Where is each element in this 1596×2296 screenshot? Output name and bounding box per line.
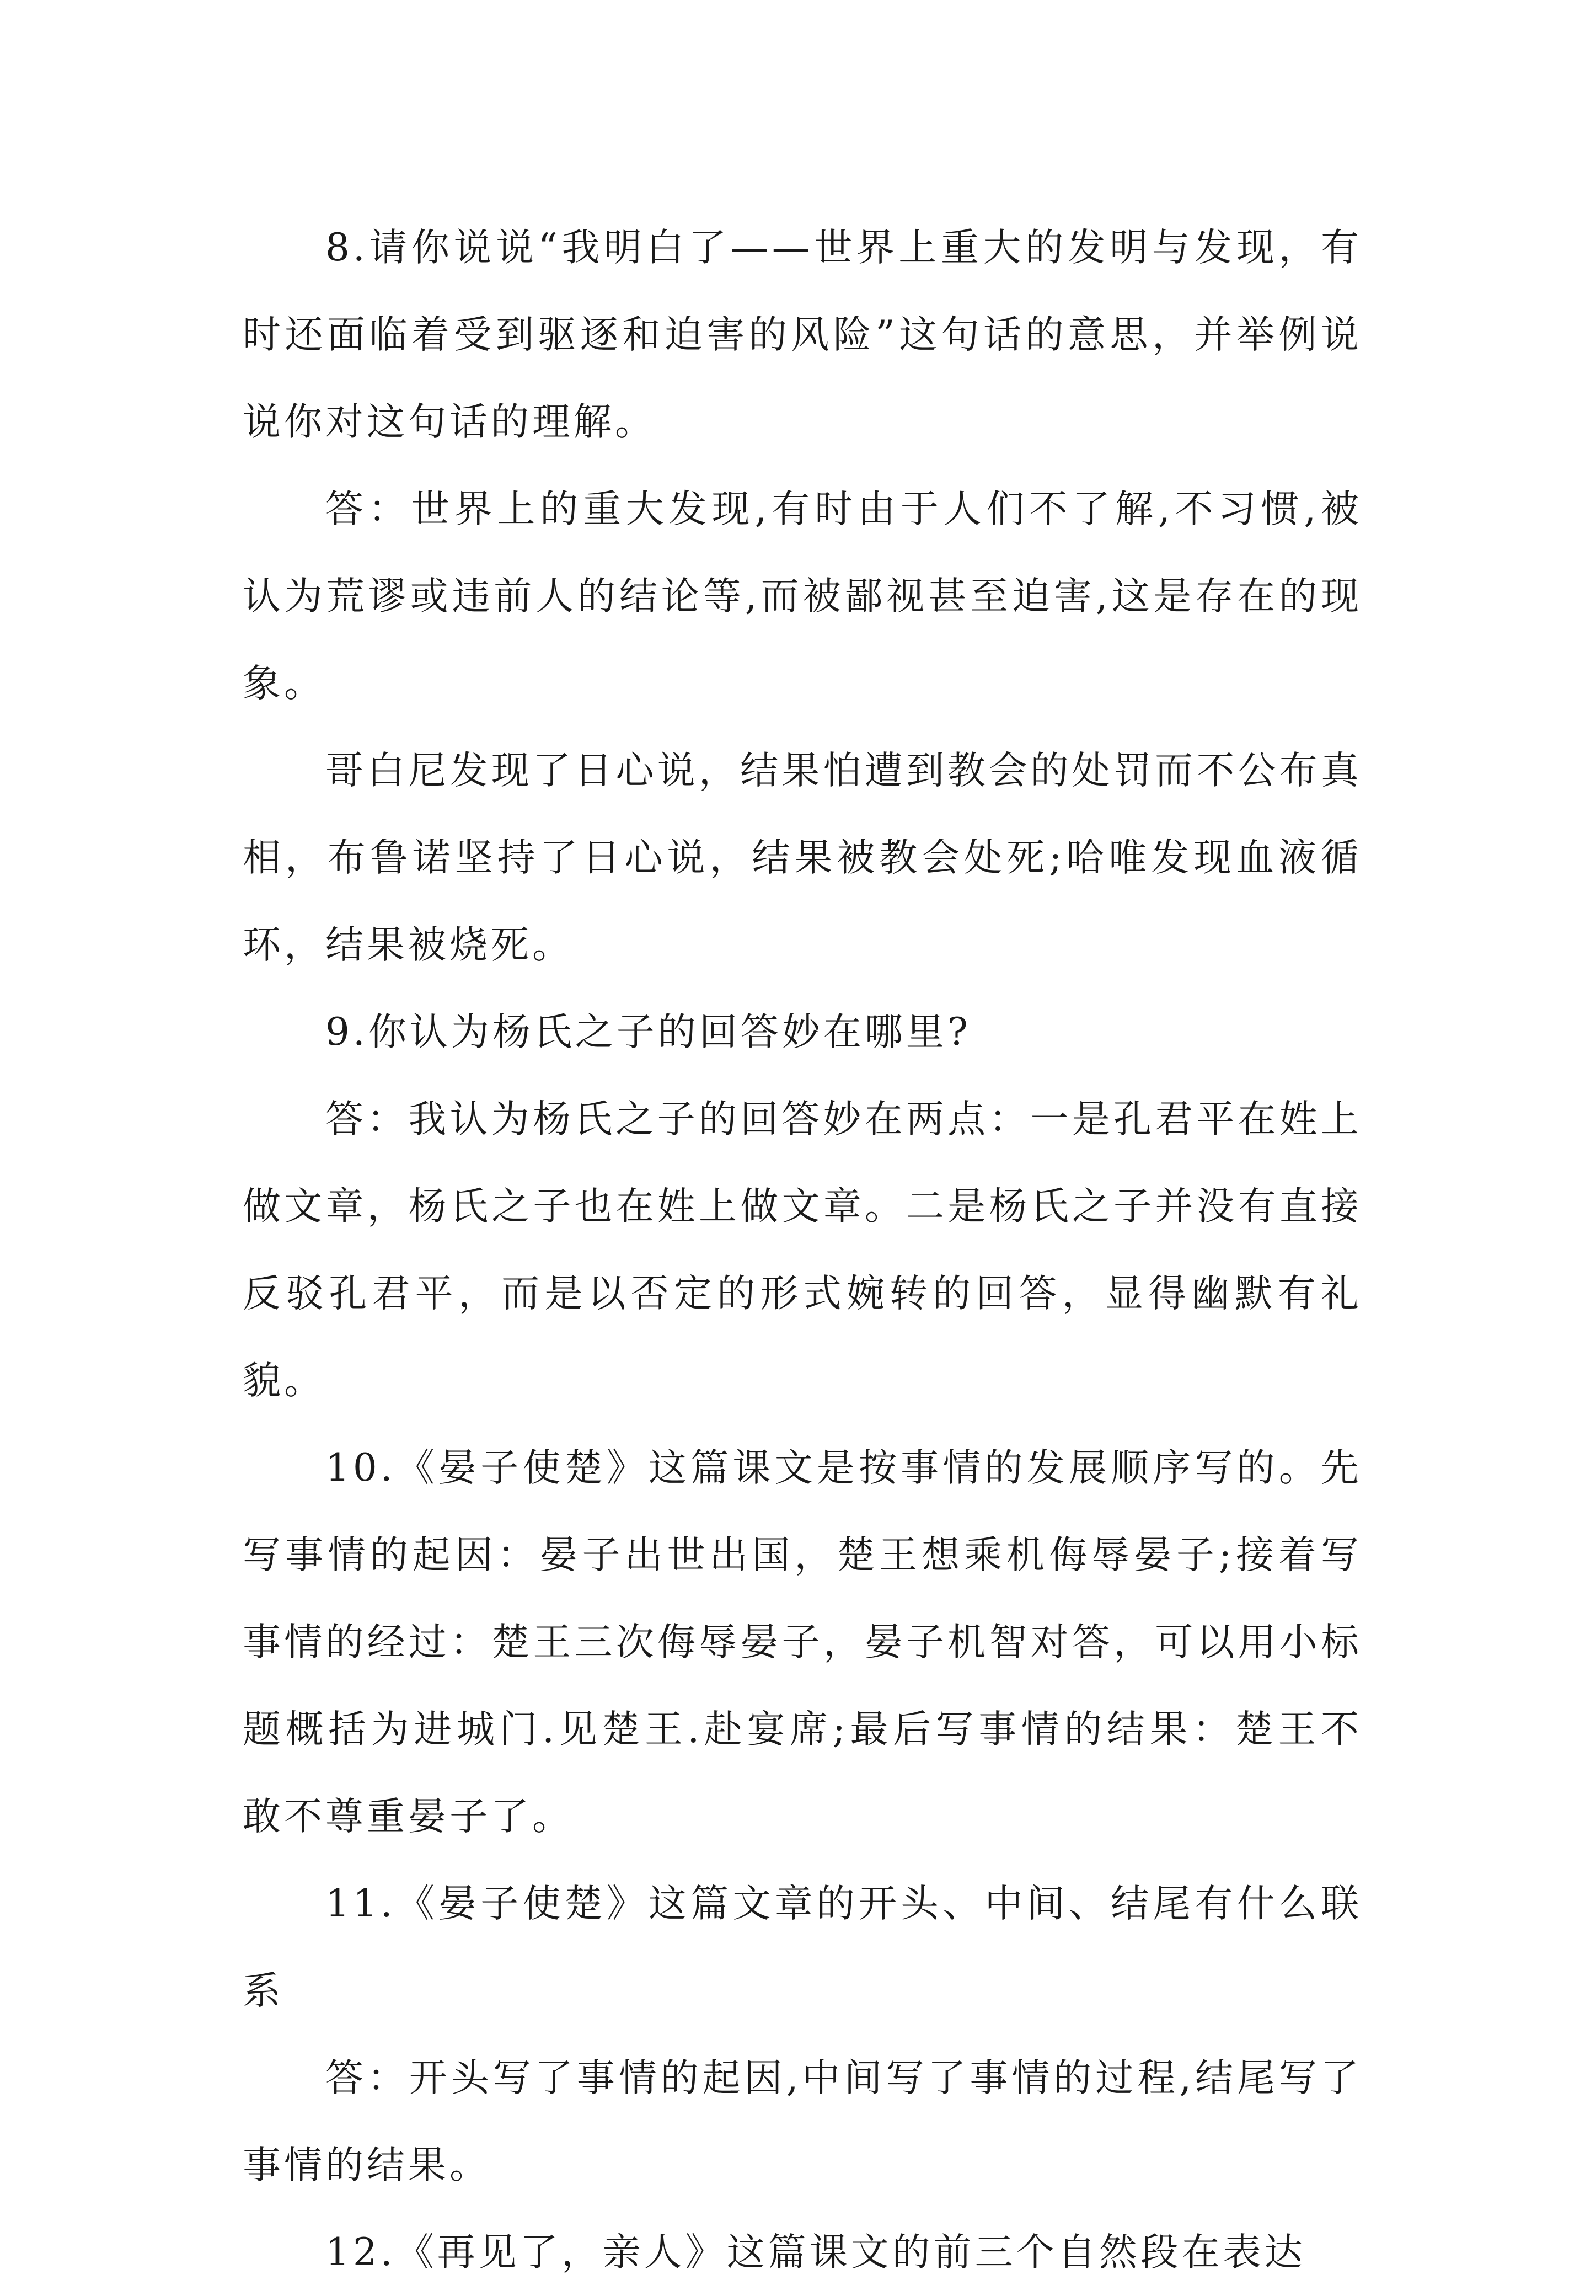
answer-9-paragraph: 答：我认为杨氏之子的回答妙在两点：一是孔君平在姓上做文章，杨氏之子也在姓上做文章。二是杨氏之子并没有直接反驳孔君平，而是以否定的形式婉转的回答，显得幽默有礼貌。 bbox=[243, 1097, 1362, 1403]
question-8-paragraph: 8.请你说说“我明白了——世界上重大的发明与发现，有时还面临着受到驱逐和迫害的风险”这句话的意思，并举例说说你对这句话的理解。 bbox=[243, 226, 1362, 444]
answer-11-paragraph: 答：开头写了事情的起因,中间写了事情的过程,结尾写了事情的结果。 bbox=[243, 2056, 1362, 2187]
question-10-paragraph: 10.《晏子使楚》这篇课文是按事情的发展顺序写的。先写事情的起因：晏子出世出国，楚王想乘机侮辱晏子;接着写事情的经过：楚王三次侮辱晏子，晏子机智对答，可以用小标题概括为进城门.见楚王.赴宴席;最后写事情的结果：楚王不敢不尊重晏子了。 bbox=[243, 1446, 1362, 1839]
question-11-paragraph: 11.《晏子使楚》这篇文章的开头、中间、结尾有什么联系 bbox=[243, 1882, 1362, 2013]
document-body bbox=[243, 204, 1362, 2296]
answer-8-paragraph: 答：世界上的重大发现,有时由于人们不了解,不习惯,被认为荒谬或违前人的结论等,而被鄙视甚至迫害,这是存在的现象。 bbox=[243, 487, 1362, 706]
answer-8-example-paragraph: 哥白尼发现了日心说，结果怕遭到教会的处罚而不公布真相，布鲁诺坚持了日心说，结果被教会处死;哈唯发现血液循环，结果被烧死。 bbox=[243, 749, 1362, 967]
question-12-paragraph: 12.《再见了，亲人》这篇课文的前三个自然段在表达 bbox=[325, 2230, 1306, 2274]
question-9-paragraph: 9.你认为杨氏之子的回答妙在哪里? bbox=[325, 1010, 971, 1054]
